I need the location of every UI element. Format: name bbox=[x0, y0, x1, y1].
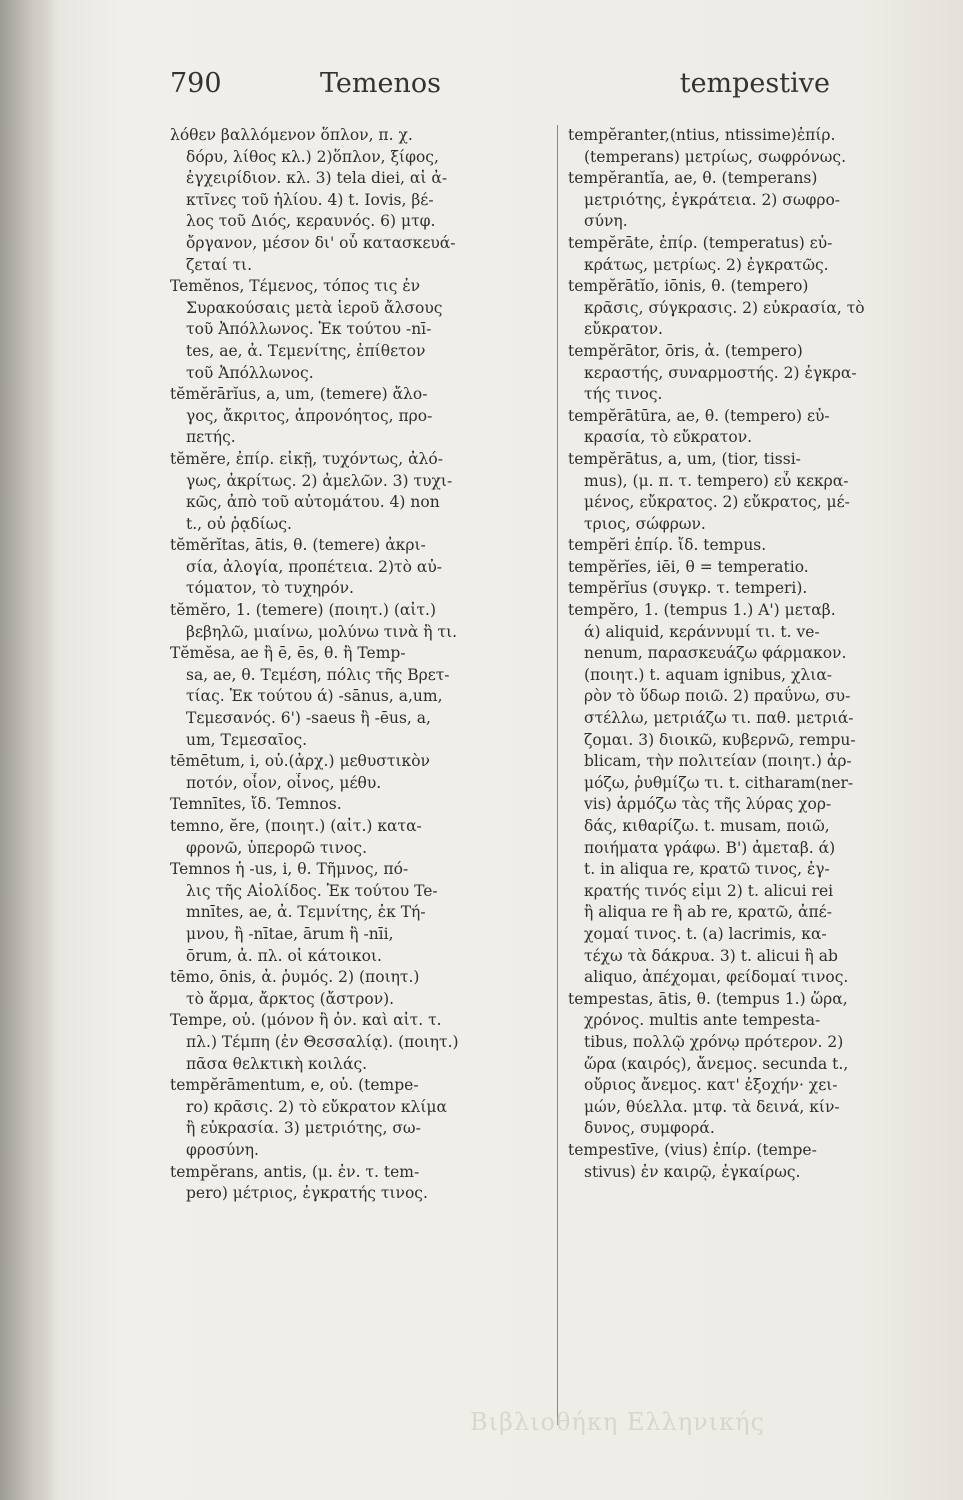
entry-headline: tempĕri ἐπίρ. ἴδ. tempus. bbox=[568, 536, 767, 555]
entry-headline: tempĕrāmentum, e, οὐ. (tempe- bbox=[170, 1076, 419, 1095]
entry-headline: tempĕro, 1. (tempus 1.) Α') μεταβ. bbox=[568, 601, 836, 620]
entry-line: t., οὐ ῥᾳδίως. bbox=[186, 514, 292, 533]
entry-headline: tempĕrĭes, iēi, θ = temperatio. bbox=[568, 557, 809, 576]
entry-line: δόρυ, λίθος κλ.) 2)ὅπλον, ξίφος, bbox=[186, 147, 439, 166]
dictionary-entry bbox=[170, 1010, 555, 1075]
entry-line: τριος, σώφρων. bbox=[584, 514, 706, 533]
dictionary-entry bbox=[170, 125, 555, 276]
dictionary-entry bbox=[170, 600, 555, 643]
dictionary-entry bbox=[568, 989, 953, 1140]
entry-headline: Temĕnos, Τέμενος, τόπος τις ἐν bbox=[170, 277, 421, 296]
entry-line: pero) μέτριος, ἐγκρατής τινος. bbox=[186, 1184, 428, 1203]
entry-line: tes, ae, ἀ. Τεμενίτης, ἐπίθετον bbox=[186, 341, 426, 360]
entry-line: vis) ἁρμόζω τὰς τῆς λύρας χορ- bbox=[584, 795, 832, 814]
dictionary-entry bbox=[170, 751, 555, 794]
entry-headline: tĕmĕro, 1. (temere) (ποιητ.) (αἰτ.) bbox=[170, 601, 437, 620]
entry-line: τὸ ἅρμα, ἄρκτος (ἄστρον). bbox=[186, 989, 395, 1008]
entry-line: κεραστής, συναρμοστής. 2) ἐγκρα- bbox=[584, 363, 857, 382]
entry-headline: tēmo, ōnis, ἀ. ῥυμός. 2) (ποιητ.) bbox=[170, 968, 420, 987]
entry-line: ά) aliquid, κεράννυμί τι. t. ve- bbox=[584, 622, 820, 641]
entry-line: ποτόν, οἶον, οἶνος, μέθυ. bbox=[186, 773, 382, 792]
entry-line: τοῦ Ἀπόλλωνος. bbox=[186, 363, 314, 382]
dictionary-entry bbox=[170, 816, 555, 859]
entry-line: δυνος, συμφορά. bbox=[584, 1119, 715, 1138]
entry-line: κρασία, τὸ εὔκρατον. bbox=[584, 428, 753, 447]
entry-line: t. in aliqua re, κρατῶ τινος, ἐγ- bbox=[584, 860, 830, 879]
entry-line: τόματον, τὸ τυχηρόν. bbox=[186, 579, 354, 598]
entry-line: ἢ aliqua re ἢ ab re, κρατῶ, ἀπέ- bbox=[584, 903, 832, 922]
entry-line: κῶς, ἀπὸ τοῦ αὐτομάτου. 4) non bbox=[186, 493, 440, 512]
entry-line: πᾶσα θελκτικὴ κοιλάς. bbox=[186, 1054, 368, 1073]
entry-line: χομαί τινος. t. (a) lacrimis, κα- bbox=[584, 924, 827, 943]
dictionary-entry bbox=[170, 1075, 555, 1161]
page-number: 790 bbox=[170, 68, 222, 99]
entry-line: μένος, εὔκρατος. 2) εὔκρατος, μέ- bbox=[584, 493, 850, 512]
entry-line: λις τῆς Αἰολίδος. Ἐκ τούτου Te- bbox=[186, 881, 438, 900]
entry-line: κτῖνες τοῦ ἡλίου. 4) t. Iovis, βέ- bbox=[186, 190, 434, 209]
entry-headline: λόθεν βαλλόμενον ὅπλον, π. χ. bbox=[170, 126, 413, 144]
entry-line: Τεμεσανός. 6') -saeus ἢ -ēus, a, bbox=[186, 709, 431, 728]
entry-line: δάς, κιθαρίζω. t. musam, ποιῶ, bbox=[584, 817, 830, 835]
entry-line: stivus) ἐν καιρῷ, ἐγκαίρως. bbox=[584, 1162, 801, 1181]
entry-line: ζομαι. 3) διοικῶ, κυβερνῶ, rempu- bbox=[584, 730, 856, 749]
entry-line: ποιήματα γράφω. Β') ἀμεταβ. ά) bbox=[584, 838, 836, 857]
dictionary-entry bbox=[568, 341, 953, 406]
right-column bbox=[568, 125, 953, 1183]
entry-line: σία, ἀλογία, προπέτεια. 2)τὸ αὐ- bbox=[186, 557, 442, 576]
entry-headline: tempĕrantĭa, ae, θ. (temperans) bbox=[568, 169, 818, 188]
entry-line: ὄργανον, μέσον δι' οὗ κατασκευά- bbox=[186, 233, 456, 252]
entry-line: κρᾶσις, σύγκρασις. 2) εὐκρασία, τὸ bbox=[584, 298, 865, 317]
entry-line: Συρακούσαις μετὰ ἱεροῦ ἄλσους bbox=[186, 298, 443, 317]
entry-line: ὥρα (καιρός), ἄνεμος. secunda t., bbox=[584, 1054, 849, 1073]
entry-line: κράτως, μετρίως. 2) ἐγκρατῶς. bbox=[584, 255, 829, 274]
dictionary-entry bbox=[170, 794, 555, 816]
entry-line: στέλλω, μετριάζω τι. παθ. μετριά- bbox=[584, 709, 854, 728]
dictionary-entry bbox=[170, 967, 555, 1010]
entry-line: τέχω τὰ δάκρυα. 3) t. alicui ἢ ab bbox=[584, 946, 838, 965]
entry-line: πετής. bbox=[186, 428, 236, 447]
entry-headline: tĕmĕrārĭus, a, um, (temere) ἄλο- bbox=[170, 385, 428, 404]
dictionary-entry bbox=[568, 449, 953, 535]
entry-line: ρὸν τὸ ὕδωρ ποιῶ. 2) πραΰνω, συ- bbox=[584, 687, 851, 706]
entry-headline: tempĕranter,(ntius, ntissime)ἐπίρ. bbox=[568, 126, 836, 144]
entry-headline: tempestas, ātis, θ. (tempus 1.) ὥρα, bbox=[568, 989, 848, 1008]
running-head-left: Temenos bbox=[320, 68, 441, 99]
entry-line: ro) κρᾶσις. 2) τὸ εὔκρατον κλίμα bbox=[186, 1097, 447, 1116]
running-head-right: tempestive bbox=[679, 68, 830, 99]
dictionary-entry bbox=[568, 406, 953, 449]
left-column bbox=[170, 125, 555, 1205]
entry-line: ζεταί τι. bbox=[186, 255, 253, 274]
dictionary-entry bbox=[568, 276, 953, 341]
entry-line: μών, θύελλα. μτφ. τὰ δεινά, κίν- bbox=[584, 1097, 840, 1116]
entry-headline: tempĕrāte, ἐπίρ. (temperatus) εὐ- bbox=[568, 233, 833, 252]
entry-headline: Tĕmĕsa, ae ἢ ē, ēs, θ. ἢ Temp- bbox=[170, 644, 406, 663]
entry-line: ōrum, ἀ. πλ. οἱ κάτοικοι. bbox=[186, 946, 382, 965]
library-stamp: Βιβλιοθήκη Ελληνικής bbox=[470, 1408, 765, 1436]
entry-line: ἢ εὐκρασία. 3) μετριότης, σω- bbox=[186, 1119, 421, 1138]
entry-line: οὔριος ἄνεμος. κατ' ἐξοχήν· χει- bbox=[584, 1076, 838, 1095]
entry-headline: tempĕrĭus (συγκρ. τ. temperi). bbox=[568, 579, 808, 598]
entry-line: εὔκρατον. bbox=[584, 320, 663, 339]
dictionary-entry bbox=[170, 1162, 555, 1205]
entry-line: (ποιητ.) t. aquam ignibus, χλια- bbox=[584, 665, 833, 684]
dictionary-entry bbox=[568, 1140, 953, 1183]
entry-line: κρατής τινός εἰμι 2) t. alicui rei bbox=[584, 881, 834, 900]
entry-headline: tempĕrātĭo, iōnis, θ. (tempero) bbox=[568, 277, 809, 296]
entry-line: φρονῶ, ὑπερορῶ τινος. bbox=[186, 838, 367, 857]
entry-line: γος, ἄκριτος, ἀπρονόητος, προ- bbox=[186, 406, 433, 425]
entry-line: ἐγχειρίδιον. κλ. 3) tela diei, αἱ ἀ- bbox=[186, 169, 448, 188]
entry-headline: tempĕrātor, ōris, ἀ. (tempero) bbox=[568, 341, 803, 360]
entry-line: blicam, τὴν πολιτείαν (ποιητ.) ἁρ- bbox=[584, 752, 852, 771]
column-divider bbox=[557, 125, 558, 1425]
entry-line: λος τοῦ Διός, κεραυνός. 6) μτφ. bbox=[186, 212, 436, 231]
entry-line: mus), (μ. π. τ. tempero) εὖ κεκρα- bbox=[584, 471, 849, 490]
entry-line: mnītes, ae, ἀ. Τεμνίτης, ἐκ Τή- bbox=[186, 903, 426, 922]
dictionary-entry bbox=[568, 125, 953, 168]
entry-line: τοῦ Ἀπόλλωνος. Ἐκ τούτου -nī- bbox=[186, 320, 432, 339]
entry-headline: tempĕrātūra, ae, θ. (tempero) εὐ- bbox=[568, 406, 830, 425]
entry-line: πλ.) Τέμπη (ἐν Θεσσαλίᾳ). (ποιητ.) bbox=[186, 1032, 459, 1051]
entry-headline: Temnos ἡ -us, i, θ. Τῆμνος, πό- bbox=[170, 860, 409, 879]
entry-line: μνου, ἢ -nītae, ārum ἢ -nīi, bbox=[186, 924, 394, 943]
page-header bbox=[170, 68, 830, 118]
dictionary-entry bbox=[170, 276, 555, 384]
dictionary-entry bbox=[170, 535, 555, 600]
entry-line: nenum, παρασκευάζω φάρμακον. bbox=[584, 644, 847, 663]
entry-line: μόζω, ῥυθμίζω τι. t. citharam(ner- bbox=[584, 773, 854, 792]
dictionary-entry bbox=[170, 643, 555, 751]
entry-line: φροσύνη. bbox=[186, 1140, 259, 1159]
dictionary-entry bbox=[170, 449, 555, 535]
dictionary-entry bbox=[568, 600, 953, 989]
dictionary-entry bbox=[568, 557, 953, 579]
dictionary-entry bbox=[568, 578, 953, 600]
entry-headline: tēmētum, i, οὐ.(ἀρχ.) μεθυστικὸν bbox=[170, 752, 430, 771]
entry-headline: tĕmĕrĭtas, ātis, θ. (temere) ἀκρι- bbox=[170, 536, 426, 555]
book-gutter bbox=[0, 0, 55, 1500]
entry-headline: tĕmĕre, ἐπίρ. εἰκῇ, τυχόντως, ἀλό- bbox=[170, 449, 443, 468]
entry-headline: tempĕrātus, a, um, (tior, tissi- bbox=[568, 449, 801, 468]
dictionary-entry bbox=[170, 384, 555, 449]
entry-headline: Tempe, οὐ. (μόνον ἢ ὀν. καὶ αἰτ. τ. bbox=[170, 1011, 442, 1030]
entry-headline: tempestīve, (vius) ἐπίρ. (tempe- bbox=[568, 1140, 817, 1159]
entry-line: (temperans) μετρίως, σωφρόνως. bbox=[584, 147, 847, 166]
entry-headline: Temnītes, ἴδ. Temnos. bbox=[170, 795, 342, 814]
entry-line: sa, ae, θ. Τεμέση, πόλις τῆς Βρετ- bbox=[186, 665, 450, 684]
entry-line: σύνη. bbox=[584, 212, 628, 231]
dictionary-entry bbox=[568, 535, 953, 557]
entry-line: μετριότης, ἐγκράτεια. 2) σωφρο- bbox=[584, 190, 841, 209]
entry-line: γως, ἀκρίτως. 2) ἀμελῶν. 3) τυχι- bbox=[186, 471, 453, 490]
dictionary-entry bbox=[568, 233, 953, 276]
entry-headline: temno, ĕre, (ποιητ.) (αἰτ.) κατα- bbox=[170, 817, 422, 835]
entry-line: um, Τεμεσαῖος. bbox=[186, 730, 308, 749]
dictionary-entry bbox=[568, 168, 953, 233]
entry-line: χρόνος. multis ante tempesta- bbox=[584, 1011, 821, 1030]
dictionary-entry bbox=[170, 859, 555, 967]
entry-line: τίας. Ἐκ τούτου ά) -sānus, a,um, bbox=[186, 687, 443, 706]
entry-line: tibus, πολλῷ χρόνῳ πρότερον. 2) bbox=[584, 1032, 844, 1051]
entry-line: βεβηλῶ, μιαίνω, μολύνω τινὰ ἢ τι. bbox=[186, 622, 458, 641]
entry-line: τής τινος. bbox=[584, 385, 663, 404]
entry-headline: tempĕrans, antis, (μ. ἐν. τ. tem- bbox=[170, 1162, 420, 1181]
entry-line: aliquo, ἀπέχομαι, φείδομαί τινος. bbox=[584, 968, 849, 987]
